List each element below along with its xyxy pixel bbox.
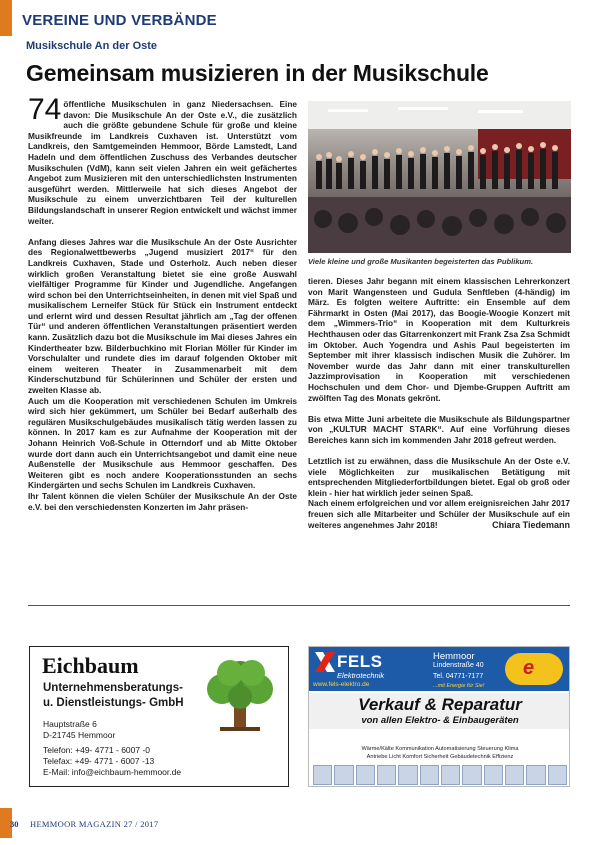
product-thumbnail bbox=[526, 765, 545, 785]
product-thumbnail bbox=[462, 765, 481, 785]
fels-headline: Verkauf & Reparatur bbox=[358, 695, 522, 714]
product-thumbnail bbox=[356, 765, 375, 785]
product-thumbnail bbox=[441, 765, 460, 785]
magazine-footer: HEMMOOR MAGAZIN 27 / 2017 bbox=[30, 819, 159, 829]
section-title: VEREINE UND VERBÄNDE bbox=[22, 12, 217, 29]
fels-slogan: ...mit Energie für Sie! bbox=[433, 683, 485, 689]
paragraph: 74 öffentliche Musikschulen in ganz Niedersachsen. Eine davon: Die Musikschule An der Oste e.V., die zusätzlich auch die größte gebundene Schule für große und kleine Musikfreunde im Landkreis Cuxhaven ist. Unterstützt vom Landkreis, den Samtgemeinden Hemmoor, Börde Lamstedt, Land Hadeln und dem öffentlichen Zuschuss des Verbandes deutscher Musikschulen (VdM), kann seit vielen Jahren ein weit gefächertes Angebot zum Musizieren mit den unterschiedlichsten Instrumenten ausgeführt werden. Mittlerweile hat sich dieses Angebot der Musikschule zu einem unverzichtbaren Teil der kulturellen Bildungslandschaft in unserer Region entwickelt und wächst immer weiter. bbox=[28, 93, 297, 226]
fels-street: Lindenstraße 40 bbox=[433, 662, 484, 669]
article-column-2 bbox=[308, 276, 570, 530]
paragraph: Anfang dieses Jahres war die Musikschule An der Oste Ausrichter des Regionalwettbewerbs „Jugend musiziert 2017“ für den Landkreis Cuxhaven, Stade und Osterholz. Auch neben dieser wirklich großen Veranstaltung bietet sie eine große Auswahl vielfältiger Programme für Kinder und Jugendliche. Angefangen wird schon bei den Unterrichtseinheiten, in denen mit viel Spaß und musikalischem Lerneifer Stück für Stück ein Instrument entdeckt und erlernt wird und dessen Resultat jährlich am „Tag der offenen Tür“ und anderen öffentlichen Veranstaltungen präsentiert werden kann. Zusätzlich dazu bot die Musikschule im Mai dieses Jahres ein Kindertheater bzw. Bilderbuchkino mit Florian Möller für Kinder im Vorschulalter und rundete dies im darauf folgenden Oktober mit einem weiteren Theater in Zusammenarbeit mit dem Kinderschutzbund für Schülerinnen und Schüler der ersten und zweiten Klasse ab. bbox=[28, 236, 297, 396]
fels-logo-text: FELS bbox=[337, 652, 383, 671]
accent-bar-top bbox=[0, 0, 12, 36]
eichbaum-logo-text: Eichbaum bbox=[42, 653, 139, 678]
article-author: Chiara Tiedemann bbox=[492, 519, 570, 530]
eichbaum-contact: Telefon: +49- 4771 - 6007 -0 Telefax: +49- 4771 - 6007 -13 E-Mail: info@eichbaum-hemmoor.de bbox=[43, 745, 182, 777]
product-thumbnail bbox=[377, 765, 396, 785]
paragraph: Bis etwa Mitte Juni arbeitete die Musikschule als Bildungspartner von „KULTUR MACHT STARK“. Auf eine Vorführung dieses Bereiches kann sich im kommenden Jahr 2018 gefreut werden. bbox=[308, 413, 570, 445]
eichbaum-address: Hauptstraße 6 D-21745 Hemmoor bbox=[43, 719, 116, 740]
product-thumbnail bbox=[484, 765, 503, 785]
product-thumbnail bbox=[398, 765, 417, 785]
paragraph: Letztlich ist zu erwähnen, dass die Musikschule An der Oste e.V. viele Möglichkeiten zur musikalischen Betätigung mit entsprechenden Mitgliederfortbildungen bietet. Egal ob groß oder klein - hier hat wirklich jeder seinen Spaß. bbox=[308, 456, 570, 498]
product-thumbnail bbox=[334, 765, 353, 785]
photo-caption: Viele kleine und große Musikanten begeisterten das Publikum. bbox=[308, 257, 534, 266]
eichbaum-line-1: Unternehmensberatungs- bbox=[43, 682, 183, 694]
paragraph: Nach einem erfolgreichen und vor allem ereignisreichen Jahr 2017 freuen sich alle Mitarbeiter und Schüler der Musikschule auf ein weiteres angenehmes Jahr 2018! Chiara Tiedemann bbox=[308, 498, 570, 530]
fels-header bbox=[309, 647, 570, 691]
fels-phone: Tel. 04771-7177 bbox=[433, 673, 484, 680]
advertisement-eichbaum bbox=[29, 646, 289, 787]
eichbaum-line-2: u. Dienstleistungs- GmbH bbox=[43, 697, 184, 709]
product-thumbnail bbox=[420, 765, 439, 785]
product-thumbnail bbox=[313, 765, 332, 785]
drop-cap: 74 bbox=[28, 93, 62, 126]
fels-logo-icon bbox=[315, 652, 335, 672]
paragraph: Ihr Talent können die vielen Schüler der Musikschule An der Oste e.V. bei den verschiedensten Konzerten im Jahr präsen- bbox=[28, 490, 297, 512]
fels-subheadline: von allen Elektro- & Einbaugeräten bbox=[361, 715, 519, 726]
product-thumbnail bbox=[548, 765, 567, 785]
fels-product-thumbnails bbox=[313, 765, 567, 785]
fels-tagline: Elektrotechnik bbox=[337, 671, 385, 680]
fels-main-banner bbox=[309, 693, 570, 729]
paragraph: Auch um die Kooperation mit verschiedenen Schulen im Umkreis wird sich hier gekümmert, um Schüler bei Bedarf außerhalb des regulären Musikschulgebäudes musikalisch tätig werden lassen zu können. In 2017 kam es zur Aufnahme der Kooperation mit der Johann Heinrich Voß-Schule in Otterndorf und ab Mitte Oktober wurde dort dann auch ein Unterrichtsangebot und damit eine neue Außenstelle der Musikschule aus Hemmoor geschaffen. Des Weiteren gibt es noch andere Kooperationsstunden an sechs Kindergärten und sechs Schulen im Landkreis Cuxhaven. bbox=[28, 395, 297, 491]
article-column-1 bbox=[28, 93, 297, 512]
oak-tree-icon bbox=[202, 657, 278, 735]
page-number: 30 bbox=[10, 819, 19, 829]
divider bbox=[28, 605, 570, 606]
fels-website: www.fels-elektro.de bbox=[313, 681, 370, 688]
article-headline: Gemeinsam musizieren in der Musikschule bbox=[26, 60, 489, 86]
e-marke-icon: e bbox=[505, 653, 563, 685]
fels-categories: Wärme/Kälte Kommunikation Automatisierung Steuerung Klima Antriebe Licht Komfort Sicherheit Gebäudetechnik Effizienz bbox=[361, 746, 519, 760]
product-thumbnail bbox=[505, 765, 524, 785]
advertisement-fels bbox=[308, 646, 570, 787]
concert-photo bbox=[308, 101, 571, 253]
subsection-title: Musikschule An der Oste bbox=[26, 40, 158, 52]
paragraph: tieren. Dieses Jahr begann mit einem klassischen Lehrerkonzert von Marit Wangensteen und Gudula Senftleben (4-händig) im März. Es folgten weitere Auftritte: ein Ensemble auf dem Fährmarkt in Osten (Mai 2017), das Boogie-Woogie Konzert mit dem „Wimmers-Trio“ in Kooperation mit dem Kulturkreis Hechthausen oder das Gitarrenkonzert mit Frank Zsa Zsa Schmidt im Oktober. Auch Yogendra und Ashis Paul begeisterten im September mit ihrer klassisch indischen Musik die Zuhörer. Im November wurde das Jahr dann mit einer transkulturellen Jazzimprovisation in Kooperation mit verschiedenen Hochschulen und dem Chor- und Djembe-Gruppen Auftritt am zwölften Tag des Monats gekrönt. bbox=[308, 276, 570, 403]
fels-city: Hemmoor bbox=[433, 651, 475, 662]
